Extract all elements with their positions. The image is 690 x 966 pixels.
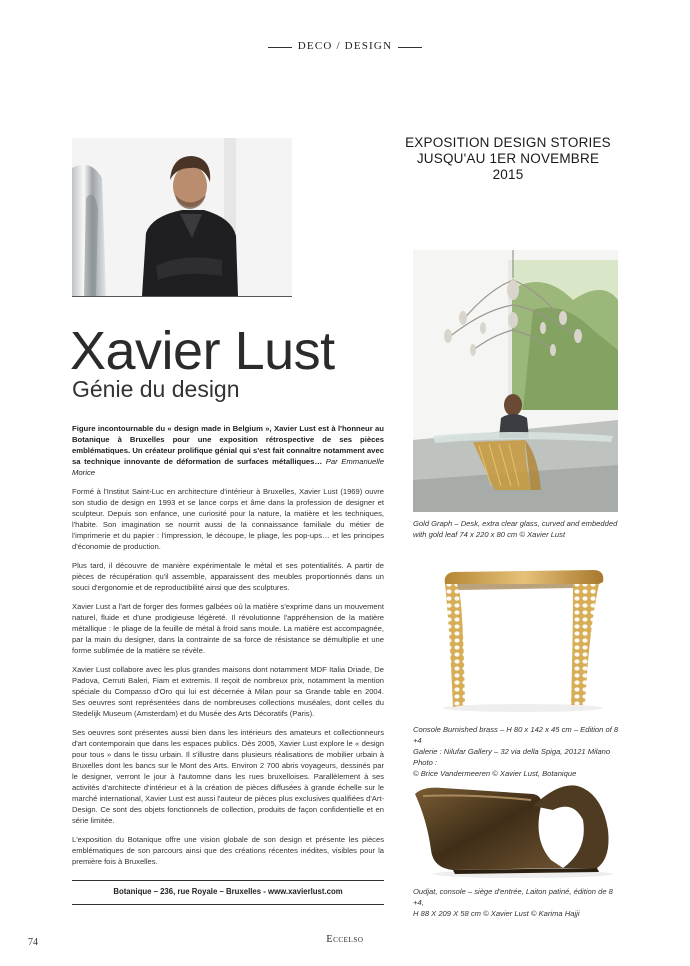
paragraph: L'exposition du Botanique offre une vision globale de son design et présente les pièces emblématiques de son parcours ainsi que des créations récentes inédites, visibles pour la première fois à Bruxelles. [72,835,384,866]
address-rule-top [72,880,384,881]
caption-line: H 88 X 209 X 58 cm © Xavier Lust © Karima Hajji [413,909,580,918]
header-rule-left [268,47,292,48]
caption-line: Oudjat, console – siège d'entrée, Laiton patiné, édition de 8 +4, [413,887,613,907]
caption-line: Console Burnished brass – H 80 x 142 x 45 cm – Edition of 8 +4 [413,725,619,745]
paragraph: Xavier Lust a l'art de forger des formes galbées où la matière s'exprime dans un mouvement naturel, fluide et d'une prodigieuse légèreté. Il révolutionne l'appréhension de la matière métallique : le pliage de la feuille de métal à froid sans moule. La matière est accompagnée, par la main du designer, dans la contrainte de sa force de résistance se démultiplie et une forme sublimée de la matière se révèle. [72,602,384,655]
exhibition-heading [400,135,616,183]
paragraph: Xavier Lust collabore avec les plus grandes maisons dont notamment MDF Italia Driade, De Padova, Cerruti Baleri, Fiam et extremis. Il reçoit de nombreux prix, notamment la mention spéciale du Compasso d'Oro qui lui est décernée à Milan pour sa Grande table en 2004. Ses oeuvres sont représentées dans de nombreuses collections muséales, dont celles du Stedelijk Museum (Amsterdam) et du Musée des Arts Décoratifs (Paris). [72,665,384,718]
console-caption [413,724,623,779]
paragraph: Formé à l'Institut Saint-Luc en architecture d'intérieur à Bruxelles, Xavier Lust (1969) ouvre son studio de design en 1993 et se lance corps et âme dans la profession de designer et sculpteur. Depuis son enfance, une curiosité pour la nature, la matière et les techniques, l'habite. Son imagination se nourrit aussi de la connaissance familiale du métier de l'imprimerie et du papier : l'impression, le découpe, le pliage, les pop-ups… et les principes d'économie de production. [72,487,384,551]
section-label: DECO / DESIGN [297,40,393,52]
lede-text: Figure incontournable du « design made in Belgium », Xavier Lust est à l'honneur au Botanique à Bruxelles pour une exposition rétrospective de ses pièces emblématiques. Un créateur prolifique génial qui s'est fait connaître notamment avec sa technique innovante de déformation de surfaces métalliques… [72,424,384,466]
address-rule-bottom [72,904,384,905]
caption-line: with gold leaf 74 x 220 x 80 cm © Xavier Lust [413,530,566,539]
header-rule-right [398,47,422,48]
article-title: Xavier Lust [70,321,335,381]
caption-line: © Brice Vandermeeren © Xavier Lust, Botanique [413,769,577,778]
byline: Par Emmanuelle Morice [72,457,384,477]
magazine-brand: Eccelso [326,934,364,945]
portrait-photo [72,138,292,296]
desk-caption [413,518,623,540]
article-lede [72,423,384,478]
exhibition-title: EXPOSITION DESIGN STORIES [405,135,611,150]
page-number: 74 [28,937,38,948]
desk-photo [413,250,618,512]
paragraph: Plus tard, il découvre de manière expérimentale le métal et ses potentialités. A partir de pièces de récupération qu'il assemble, apparaissent des meubles proportionnés dans un souci d'ergonomie et de reproductibilité ainsi que des sculptures. [72,561,384,592]
caption-line: Galerie : Nilufar Gallery – 32 via della Spiga, 20121 Milano Photo : [413,747,611,767]
article-body [72,423,384,875]
caption-line: Gold Graph – Desk, extra clear glass, curved and embedded [413,519,618,528]
paragraph: Ses oeuvres sont présentes aussi bien dans les intérieurs des amateurs et collectionneurs d'art contemporain que dans les espaces publics. Dès 2005, Xavier Lust explore le « design pour tous » dans le tissu urbain. Il s'illustre dans plusieurs réalisations de mobilier urbain à Bruxelles dont les bancs sur le Mont des Arts. Environ 2 700 abris voyageurs, dessinés par le designer, verront le jour à l'automne dans les rues bruxelloises. Parallèlement à ses activités d'architecte d'intérieur et à la création de pièces diffusées à grande échelle sur le marché international, Xavier Lust est aussi l'auteur de pièces plus exclusives qualifiées d'Art-Design. Ce sont des objets fonctionnels de collection, produits de façon confidentielle et en série limitée. [72,728,384,825]
oudjat-photo [413,780,618,880]
oudjat-caption [413,886,623,919]
exhibition-dates: JUSQU'AU 1ER NOVEMBRE 2015 [416,151,600,182]
portrait-rule [72,296,292,297]
article-subtitle: Génie du design [72,376,240,402]
exhibition-address: Botanique – 236, rue Royale – Bruxelles - www.xavierlust.com [113,887,343,896]
console-photo [413,560,618,715]
